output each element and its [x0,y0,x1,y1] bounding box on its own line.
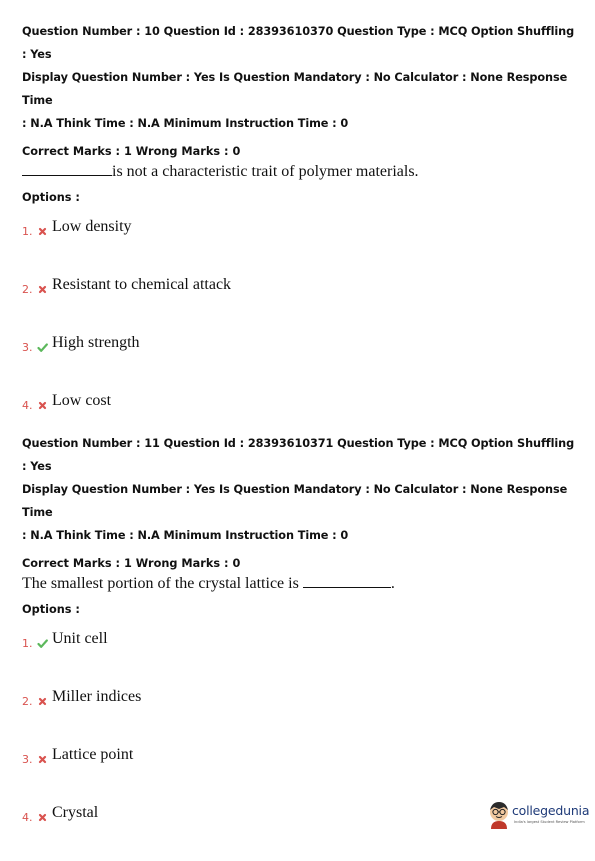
option-number: 4. [22,399,33,412]
wrong-icon [37,696,48,707]
wrong-icon [37,812,48,823]
option-text: Lattice point [52,746,134,763]
stem-text: The smallest portion of the crystal lattice is [22,575,299,592]
option-1[interactable] [22,629,582,687]
marks-line: Correct Marks : 1 Wrong Marks : 0 [22,145,241,158]
check-icon [37,638,48,649]
option-number: 3. [22,753,33,766]
option-text: High strength [52,334,140,351]
option-number: 1. [22,225,33,238]
option-text: Crystal [52,804,99,821]
question-10 [22,20,582,449]
wrong-icon [37,754,48,765]
logo-tagline: India's largest Student Review Platform [514,820,585,824]
marks-line: Correct Marks : 1 Wrong Marks : 0 [22,557,241,570]
question-11 [22,432,582,861]
stem-text: is not a characteristic trait of polymer materials. [112,163,419,180]
option-3[interactable] [22,745,582,803]
option-text: Resistant to chemical attack [52,276,232,293]
question-meta-line2: Display Question Number : Yes Is Question Mandatory : No Calculator : None Response Time [22,483,568,519]
option-number: 4. [22,811,33,824]
answer-blank [22,161,112,176]
option-3[interactable] [22,333,582,391]
logo-name: collegedunia [512,803,590,818]
option-number: 2. [22,695,33,708]
options-label: Options : [22,191,80,204]
option-text: Miller indices [52,688,142,705]
option-number: 3. [22,341,33,354]
question-meta-line3: : N.A Think Time : N.A Minimum Instruction Time : 0 [22,529,349,542]
check-icon [37,342,48,353]
wrong-icon [37,284,48,295]
question-stem [22,161,582,182]
option-2[interactable] [22,687,582,745]
option-2[interactable] [22,275,582,333]
options-label: Options : [22,603,80,616]
option-number: 1. [22,637,33,650]
option-text: Low cost [52,392,112,409]
option-number: 2. [22,283,33,296]
collegedunia-logo[interactable] [486,800,590,834]
question-meta-line1: Question Number : 11 Question Id : 28393610371 Question Type : MCQ Option Shuffling : Yes [22,437,575,473]
question-meta-line2: Display Question Number : Yes Is Question Mandatory : No Calculator : None Response Time [22,71,568,107]
question-meta-line3: : N.A Think Time : N.A Minimum Instruction Time : 0 [22,117,349,130]
option-1[interactable] [22,217,582,275]
wrong-icon [37,400,48,411]
option-text: Unit cell [52,630,108,647]
answer-blank [303,573,391,588]
option-text: Low density [52,218,132,235]
wrong-icon [37,226,48,237]
mascot-icon [486,800,512,830]
stem-end: . [390,575,395,592]
question-meta-line1: Question Number : 10 Question Id : 28393610370 Question Type : MCQ Option Shuffling : Yes [22,25,575,61]
question-stem [22,573,582,594]
